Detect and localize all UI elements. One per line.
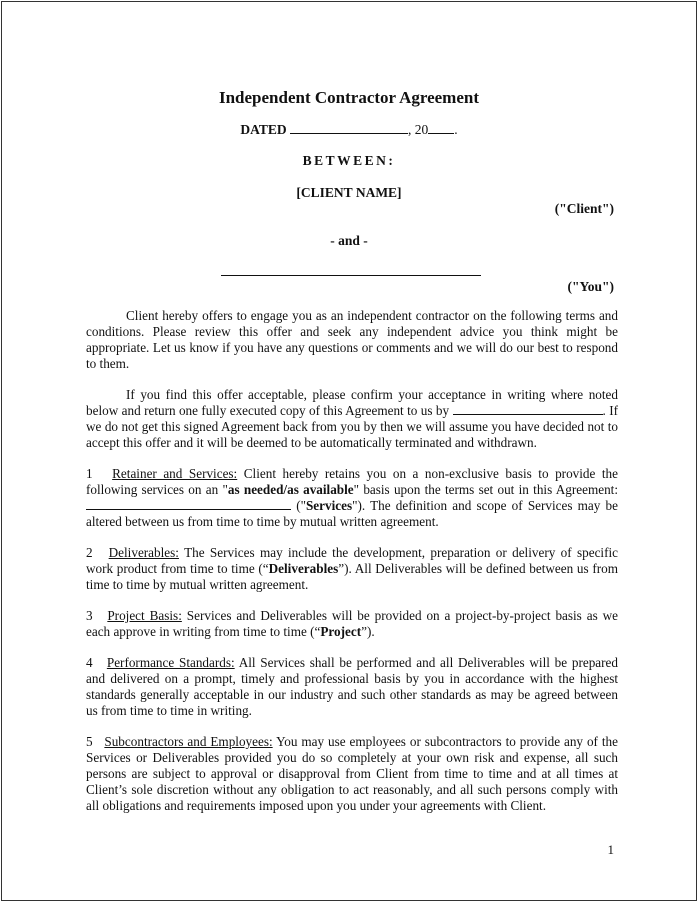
section-3-text-b: ”).	[361, 624, 375, 639]
section-1-text-a: Client hereby retains you on a non-exclusive basis to provide the following services on an "	[86, 466, 618, 497]
services-blank	[86, 498, 291, 510]
section-3-text-a: Services and Deliverables will be provided on a project-by-project basis as we each approve in writing from time to time (“	[86, 608, 619, 639]
dated-year-prefix: , 20	[408, 122, 429, 137]
section-1-title: Retainer and Services:	[112, 466, 238, 481]
intro-paragraph-2	[86, 387, 618, 451]
section-2-bold-a: Deliverables	[268, 561, 339, 576]
section-2-title: Deliverables:	[108, 545, 179, 560]
intro-p2-text-a: If you find this offer acceptable, please confirm your acceptance in writing where noted below and return one fully executed copy of this Agreement to us by	[86, 387, 618, 418]
you-tag: ("You")	[567, 279, 614, 294]
document-body	[86, 308, 618, 829]
dated-line: DATED , 20 .	[240, 122, 458, 137]
intro-paragraph-1: Client hereby offers to engage you as an independent contractor on the following terms and conditions. Please review this offer and seek any independent advice you think might be appropriate. Let us know if you have any questions or comments and we will do our best to respond to them.	[86, 308, 618, 371]
section-3	[86, 608, 618, 640]
between-heading: BETWEEN:	[302, 153, 396, 168]
section-3-title: Project Basis:	[107, 608, 182, 623]
year-blank	[428, 122, 454, 134]
section-1-num: 1	[86, 466, 93, 481]
section-2-text-a: The Services may include the development, preparation or delivery of specific work product from time to time (“	[86, 545, 619, 576]
section-2-num: 2	[86, 545, 93, 560]
intro-p2-text-b: . If we do not get this signed Agreement back from you by then we will assume you have decided not to accept this offer and it will be deemed to be automatically terminated and withdrawn.	[86, 403, 618, 450]
section-4-title: Performance Standards:	[106, 655, 235, 670]
and-separator: - and -	[330, 233, 368, 248]
section-2-text-b: ”). All Deliverables will be defined between us from time to time by mutual written agreement.	[86, 561, 618, 592]
section-5-title: Subcontractors and Employees:	[104, 734, 273, 749]
section-1	[86, 466, 618, 530]
client-name: [CLIENT NAME]	[296, 185, 402, 200]
client-tag: ("Client")	[554, 201, 614, 216]
section-5	[86, 734, 618, 814]
page-number: 1	[607, 842, 614, 857]
document-title: Independent Contractor Agreement	[218, 88, 479, 107]
section-1-bold-a: as needed/as available	[227, 482, 354, 497]
dated-label: DATED	[240, 122, 287, 137]
date-blank	[290, 122, 408, 134]
section-5-text-a: You may use employees or subcontractors to provide any of the Services or Deliverables provided you do so completely at your own risk and expense, all such persons are subject to approval or disapproval from Client from time to time and at all times at Client’s sole discretion without any obligation to act reasonably, and all such persons comply with all obligations and requirements imposed upon you under your agreements with Client.	[86, 734, 618, 813]
document-page	[1, 1, 697, 901]
section-1-text-b: " basis upon the terms set out in this Agreement:	[353, 482, 618, 497]
section-3-bold-a: Project	[320, 624, 362, 639]
section-1-text-d: "). The definition and scope of Services may be altered between us from time to time by mutual written agreement.	[86, 498, 619, 529]
section-2	[86, 545, 618, 593]
section-4-text-a: All Services shall be performed and all Deliverables will be prepared and delivered on a prompt, timely and professional basis by you in accordance with the highest standards generally acceptable in our industry and such other standards as may be agreed between us from time to time in writing.	[86, 655, 618, 718]
section-1-text-c: ("	[296, 498, 306, 513]
section-5-num: 5	[86, 734, 93, 749]
section-3-num: 3	[86, 608, 93, 623]
contractor-name-line	[221, 275, 481, 276]
section-4-num: 4	[86, 655, 93, 670]
section-4	[86, 655, 618, 719]
section-1-bold-b: Services	[305, 498, 353, 513]
return-date-blank	[453, 403, 603, 415]
